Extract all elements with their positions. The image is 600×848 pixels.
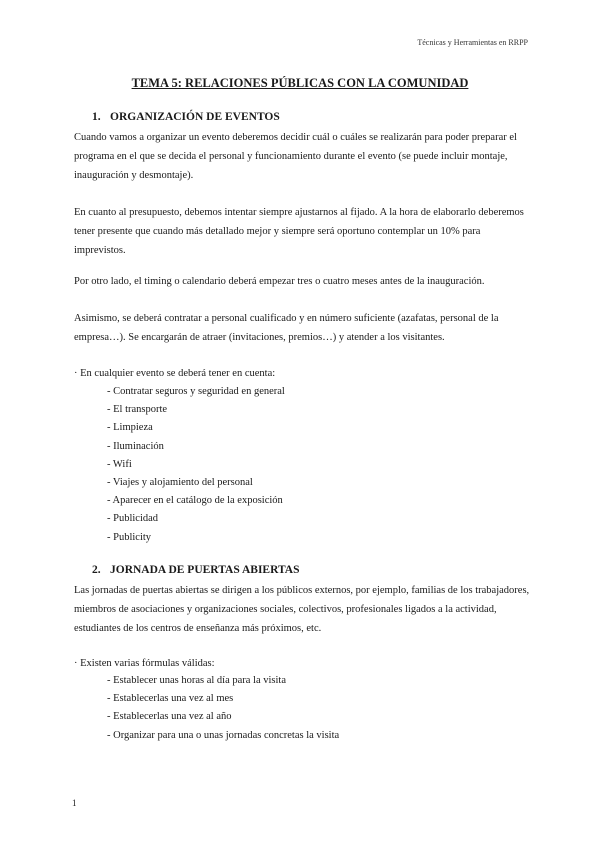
section-1-paragraph-4: Asimismo, se deberá contratar a personal cualificado y en número suficiente (azafatas, personal de la empresa…). Se encargarán de atraer (invitaciones, premios…) y atender a los visitantes.	[74, 313, 499, 343]
section-1-heading	[92, 111, 280, 123]
section-2-paragraph-1: Las jornadas de puertas abiertas se dirigen a los públicos externos, por ejemplo, familias de los trabajadores, miembros de asociaciones y organizaciones sociales, colectivos, profesionales ligados a la actividad, estudiantes de los centros de enseñanza más próximos, etc.	[74, 585, 530, 634]
section-2-heading	[92, 564, 300, 576]
list-item: - Contratar seguros y seguridad en general	[107, 386, 285, 397]
list-item: - Establecerlas una vez al mes	[107, 693, 234, 705]
section-1-list	[107, 383, 285, 547]
section-1-paragraph-2: En cuanto al presupuesto, debemos intentar siempre ajustarnos al fijado. A la hora de elaborarlo deberemos tener presente que cuando más detallado mejor y siempre será oportuno contemplar un 10% para imprevistos.	[74, 207, 524, 256]
section-2-list	[107, 672, 339, 745]
section-2-list-intro: · Existen varias fórmulas válidas:	[74, 658, 215, 669]
list-item: - Limpieza	[107, 422, 153, 434]
section-1-paragraph-1: Cuando vamos a organizar un evento deberemos decidir cuál o cuáles se realizarán para poder preparar el programa en el que se decida el personal y funcionamiento durante el evento (se puede incluir montaje, inauguración y desmontaje).	[74, 132, 517, 181]
section-1-title: ORGANIZACIÓN DE EVENTOS	[110, 111, 280, 123]
running-header: Técnicas y Herramientas en RRPP	[417, 38, 528, 47]
section-2-number: 2.	[92, 564, 101, 576]
section-1-number: 1.	[92, 111, 101, 123]
section-2-title: JORNADA DE PUERTAS ABIERTAS	[110, 564, 300, 576]
list-item: - Publicity	[107, 531, 152, 543]
section-1-paragraph-3: Por otro lado, el timing o calendario deberá empezar tres o cuatro meses antes de la inauguración.	[74, 276, 485, 287]
list-item: - Organizar para una o unas jornadas concretas la visita	[107, 729, 340, 741]
list-item: - Publicidad	[107, 513, 159, 525]
document-title: TEMA 5: RELACIONES PÚBLICAS CON LA COMUNIDAD	[131, 76, 469, 90]
list-item: - Establecer unas horas al día para la visita	[107, 675, 287, 686]
list-item: - Aparecer en el catálogo de la exposición	[107, 495, 283, 507]
list-item: - Establecerlas una vez al año	[107, 711, 232, 723]
list-item: - El transporte	[107, 404, 168, 416]
list-item: - Iluminación	[107, 440, 164, 452]
section-1-list-intro: · En cualquier evento se deberá tener en cuenta:	[74, 368, 276, 379]
page-number: 1	[72, 798, 77, 808]
list-item: - Wifi	[107, 458, 132, 470]
list-item: - Viajes y alojamiento del personal	[107, 477, 253, 489]
